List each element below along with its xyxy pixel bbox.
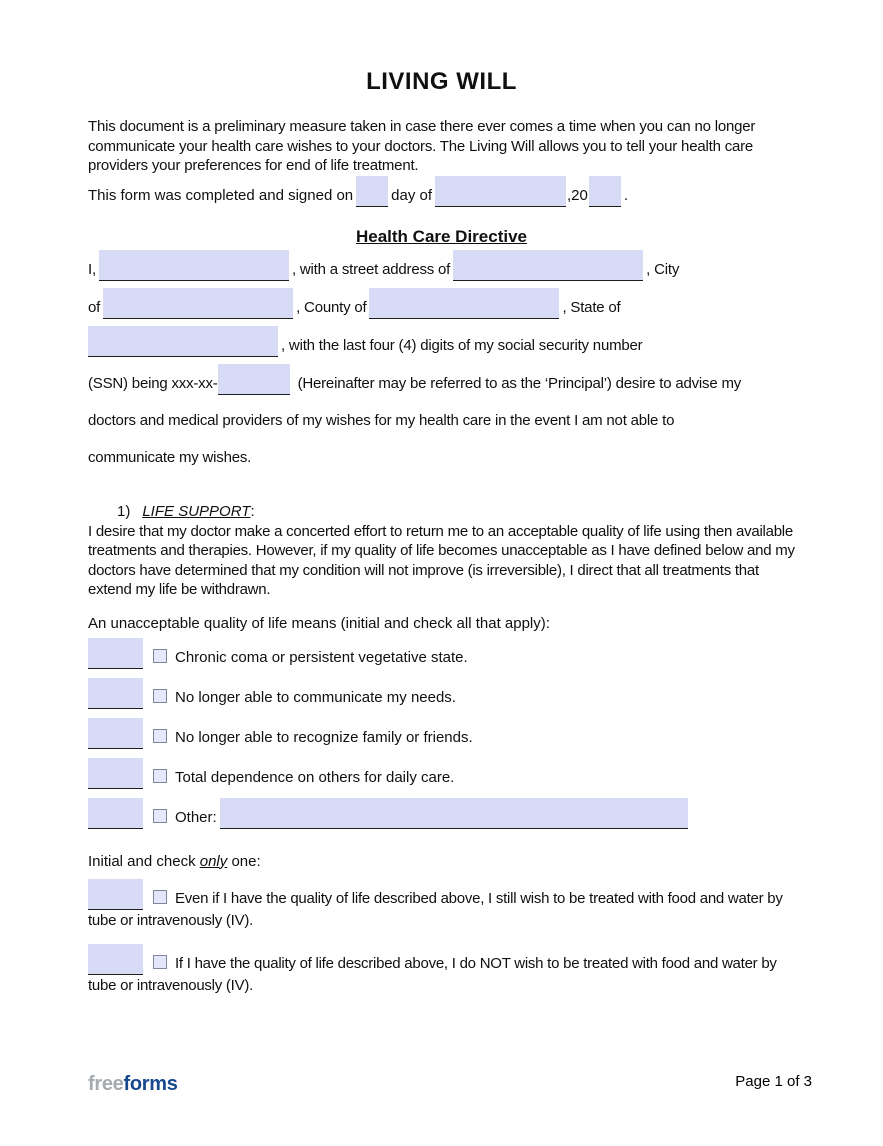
directive-text: doctors and medical providers of my wishes for my health care in the event I am not able to <box>88 411 675 429</box>
initials-field-communicate[interactable] <box>88 678 143 709</box>
page-title: LIVING WILL <box>366 68 517 95</box>
directive-line-1 <box>88 250 795 288</box>
other-description-field[interactable] <box>220 798 688 829</box>
only-prompt-text: Initial and check <box>88 852 196 870</box>
directive-line-2 <box>88 288 795 326</box>
directive-text: , County of <box>296 298 367 316</box>
logo-free-text: free <box>88 1073 124 1095</box>
signed-line-text-3: ,20 <box>567 186 588 204</box>
page-number-label: Page 1 of 3 <box>735 1073 812 1090</box>
exclusive-option-label: If I have the quality of life described above, I do NOT wish to be treated with food and water by tube or intravenously (IV). <box>88 955 777 994</box>
signed-date-line <box>88 176 795 216</box>
exclusive-option-no-feed <box>88 944 795 997</box>
directive-text: (SSN) being xxx-xx- <box>88 374 218 392</box>
day-field[interactable] <box>356 176 388 207</box>
checkbox-feed[interactable] <box>153 890 167 904</box>
checklist-row-other <box>88 798 795 838</box>
only-prompt-text: one: <box>231 852 261 870</box>
principal-name-field[interactable] <box>99 250 289 281</box>
county-field[interactable] <box>369 288 559 319</box>
checkbox-no-feed[interactable] <box>153 955 167 969</box>
section-number: 1) <box>117 502 131 520</box>
initials-field-dependence[interactable] <box>88 758 143 789</box>
state-field[interactable] <box>88 326 278 357</box>
checkbox-recognize[interactable] <box>153 729 167 743</box>
exclusive-option-feed <box>88 879 795 932</box>
directive-line-4 <box>88 364 795 402</box>
checkbox-coma[interactable] <box>153 649 167 663</box>
directive-text: , City <box>646 260 680 278</box>
checklist-label: Total dependence on others for daily care. <box>175 768 455 786</box>
life-support-heading <box>88 502 795 522</box>
directive-text: I, <box>88 260 96 278</box>
initials-field-feed[interactable] <box>88 879 143 910</box>
checklist-label: No longer able to recognize family or friends. <box>175 728 473 746</box>
exclusive-option-label: Even if I have the quality of life described above, I still wish to be treated with food and water by tube or intravenously (IV). <box>88 889 783 929</box>
section-title: LIFE SUPPORT <box>142 502 251 520</box>
month-field[interactable] <box>435 176 566 207</box>
checkbox-communicate[interactable] <box>153 689 167 703</box>
directive-line-5 <box>88 402 795 439</box>
only-prompt-emphasis: only <box>199 852 228 870</box>
year-field[interactable] <box>589 176 621 207</box>
health-care-directive-heading: Health Care Directive <box>355 226 528 246</box>
checklist-label: No longer able to communicate my needs. <box>175 688 456 706</box>
checklist-row <box>88 678 795 718</box>
directive-text: , with the last four (4) digits of my social security number <box>281 336 643 354</box>
only-one-prompt <box>88 852 795 872</box>
checklist-row <box>88 718 795 758</box>
directive-line-3 <box>88 326 795 364</box>
logo-forms-text: forms <box>123 1073 178 1095</box>
city-field[interactable] <box>103 288 293 319</box>
section-title-colon: : <box>250 502 255 520</box>
checklist-row <box>88 758 795 798</box>
signed-line-text-4: . <box>623 186 629 204</box>
directive-text: , State of <box>562 298 621 316</box>
initials-field-no-feed[interactable] <box>88 944 143 975</box>
life-support-paragraph: I desire that my doctor make a concerted effort to return me to an acceptable quality of life using then available treatments and therapies. However, if my quality of life becomes unacceptable as I have defined below and my doctors have determined that my condition will not improve (is irreversible), I direct that all treatments that extend my life be withdrawn. <box>88 522 795 598</box>
directive-text: of <box>88 298 101 316</box>
directive-text: communicate my wishes. <box>88 448 252 466</box>
ssn-last-four-field[interactable] <box>218 364 290 395</box>
intro-paragraph: This document is a preliminary measure taken in case there ever comes a time when you can no longer communicate your health care wishes to your doctors. The Living Will allows you to tell your health care providers your preferences for end of life treatment. <box>88 118 756 174</box>
initials-field-other[interactable] <box>88 798 143 829</box>
street-address-field[interactable] <box>453 250 643 281</box>
directive-text: , with a street address of <box>291 260 451 278</box>
checkbox-dependence[interactable] <box>153 769 167 783</box>
freeforms-logo <box>88 1073 178 1096</box>
checklist-row <box>88 638 795 678</box>
apply-prompt: An unacceptable quality of life means (initial and check all that apply): <box>88 614 550 632</box>
signed-line-text-2: day of <box>391 186 433 204</box>
initials-field-recognize[interactable] <box>88 718 143 749</box>
initials-field-coma[interactable] <box>88 638 143 669</box>
directive-line-6 <box>88 439 795 476</box>
directive-text: (Hereinafter may be referred to as the ‘Principal’) desire to advise my <box>297 374 742 392</box>
signed-line-text-1: This form was completed and signed on <box>88 186 354 204</box>
checkbox-other[interactable] <box>153 809 167 823</box>
checklist-label: Chronic coma or persistent vegetative state. <box>175 648 468 666</box>
checklist-label: Other: <box>175 808 217 826</box>
